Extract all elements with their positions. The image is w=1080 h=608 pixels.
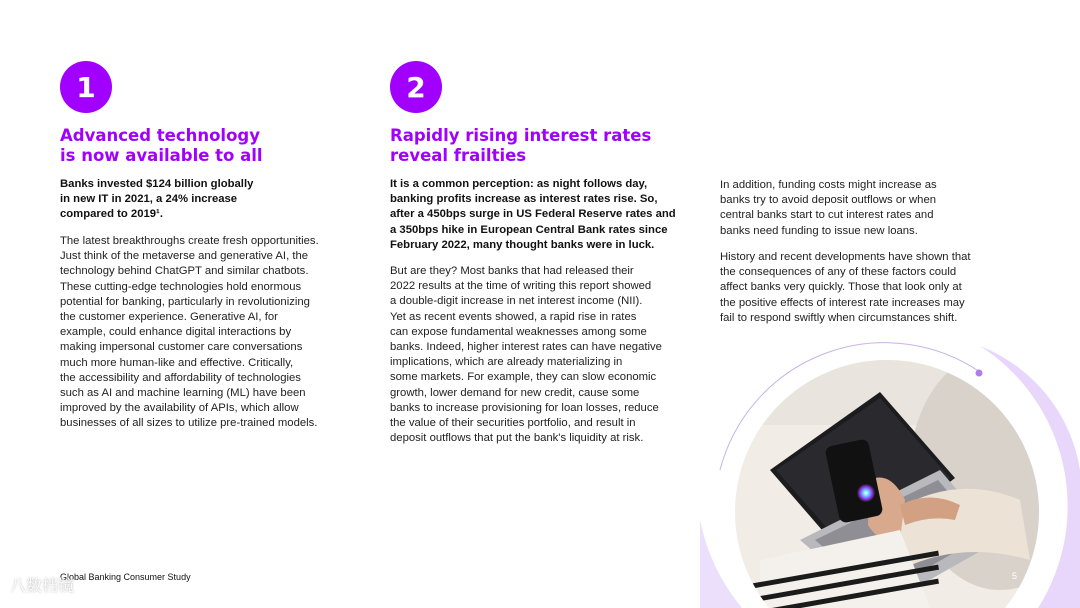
watermark-logo: 八数档镜 [10, 576, 75, 595]
ring-dot [976, 370, 983, 377]
section-2-heading: Rapidly rising interest rates reveal frailties [390, 126, 652, 165]
section-1-body: The latest breakthroughs create fresh opportunities. Just think of the metaverse and generative AI, the technology behind ChatGPT and similar chatbots. These cutting-edge technologies hold enormous potential for banking, particularly in revolutionizing the customer experience. Generative AI, for example, could enhance digital interactions by making impersonal customer care conversations much more human-like and effective. Critically, the accessibility and affordability of technologies such as AI and machine learning (ML) have been improved by the availability of APIs, which allow businesses of all sizes to utilize pre-trained models. [60, 235, 319, 430]
section-2-number-badge: 2 [390, 61, 442, 113]
section-2-body: But are they? Most banks that had released their 2022 results at the time of writing this report showed a double-digit increase in net interest income (NII). Yet as recent events showed, a rapid rise in rates can expose fundamental weaknesses among some banks. Indeed, higher interest rates can have negative implications, which are already materializing in some markets. For example, they can slow economic growth, lower demand for new credit, cause some banks to increase provisioning for loan losses, reduce the value of their securities portfolio, and result in deposit outflows that put the bank's liquidity at risk. [390, 265, 662, 445]
section-1-number-badge: 1 [60, 61, 112, 113]
section-2-lead: It is a common perception: as night follows day, banking profits increase as interest rates rise. So, after a 450bps surge in US Federal Reserve rates and a 350bps hike in European Central Bank rates since February 2022, many thought banks were in luck. [390, 178, 676, 251]
section-1-heading: Advanced technology is now available to all [60, 126, 263, 165]
footer-study-title: Global Banking Consumer Study [60, 572, 191, 582]
section-1-lead: Banks invested $124 billion globally in new IT in 2021, a 24% increase compared to 2019¹. [60, 178, 254, 221]
column-3-paragraph-1: In addition, funding costs might increase as banks try to avoid deposit outflows or when central banks start to cut interest rates and banks need funding to issue new loans. [720, 179, 937, 237]
purple-arc-lower [700, 520, 742, 608]
column-3-paragraph-2: History and recent developments have shown that the consequences of any of these factors could affect banks very quickly. Those that look only at the positive effects of interest rate increases may fail to respond swiftly when circumstances shift. [720, 251, 971, 324]
page-number: 5 [1012, 571, 1018, 581]
